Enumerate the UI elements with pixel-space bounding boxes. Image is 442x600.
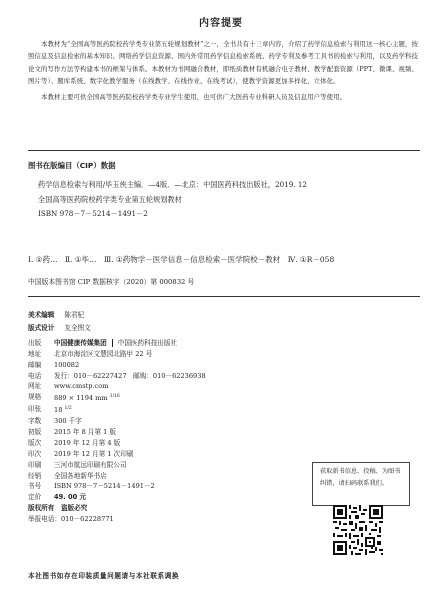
pub-first-edition: 初版 2015 年 8 月第 1 版 (28, 428, 117, 437)
cip-line-title: 药学信息检索与利用/毕玉侠主编．—4版．—北京：中国医药科技出版社，2019. 12 (38, 180, 308, 189)
page-title: 内容提要 (199, 18, 243, 29)
pub-url: 网址 www.cmstp.com (28, 382, 109, 391)
divider-top (28, 150, 420, 151)
pub-price: 定价 49. 00 元 (28, 493, 87, 502)
qr-code-icon[interactable] (333, 505, 383, 555)
pub-printing: 印次 2019 年 12 月第 1 次印刷 (28, 449, 134, 458)
pub-size: 规格 889 × 1194 mm $^{1/16}$ (28, 393, 120, 403)
cip-line-series: 全国高等医药院校药学类专业第五轮规划教材 (38, 194, 182, 204)
abstract-paragraph-2: 本教材主要可供全国高等医药院校药学类专业学生使用，也可供广大医药专业科研人员及信息用户等使用。 (41, 93, 347, 102)
pub-words: 字数 300 千字 (28, 417, 82, 426)
cip-lines (38, 178, 423, 222)
pub-postcode: 邮编 100082 (28, 360, 80, 369)
pub-address: 地址 北京市海淀区文慧园北路甲 22 号 (28, 349, 153, 358)
credit-layout-design: 版式设计 友全图文 (28, 324, 91, 332)
cip-heading: 图书在版编目（CIP）数据 (28, 161, 116, 170)
abstract-paragraph-1: 本教材为“全国高等医药院校药学类专业第五轮规划教材”之一，全书共有十三章内容，介绍了药学信息检索与利用这一核心主题，按照信息及信息检索的基本知识、网络药学信息资源、国内外常用药学信息检索系统、药学专利及参考工具书的检索与利用，以及药学科技论文的写作方法等构建本书的框架与体系。本教材为书网融合教材，即纸质教材有机融合电子教材、教学配套资源（PPT、微课、视频、图片等）、题库系统、数字化教学服务（在线教学、在线作业、在线考试），使教学资源更加多样化、立体化。 (28, 40, 418, 85)
pub-rights: 版权所有 盗版必究 (28, 504, 88, 513)
abstract (28, 38, 418, 107)
pub-publisher: 出版 中国健康传媒集团 中国医药科技出版社 (28, 339, 178, 347)
credit-art-editor: 美术编辑 陈君杞 (28, 311, 85, 319)
pub-isbn: 书号 ISBN 978－7－5214－1491－2 (28, 482, 155, 491)
pub-edition: 版次 2019 年 12 月第 4 版 (28, 438, 121, 447)
pub-phone: 电话 发行：010－62227427 邮购：010－62236938 (28, 371, 206, 380)
credits (28, 309, 91, 335)
cip-classification: Ⅰ. ①药… Ⅱ. ①毕… Ⅲ. ①药物学－医学信息－信息检索－医学院校－教材 Ⅳ. ①R－058 (28, 255, 335, 264)
qr-caption: 获取新书信息、投稿、为图书纠错，请扫码联系我们。 (320, 468, 401, 487)
pub-printer: 印刷 三河市航远印刷有限公司 (28, 460, 127, 469)
cip-line-isbn: ISBN 978－7－5214－1491－2 (38, 209, 148, 219)
cip-library-note: 中国版本图书馆 CIP 数据核字（2020）第 000832 号 (28, 278, 195, 286)
pub-distributor: 经销 全国各地新华书店 (28, 471, 107, 480)
pub-print-sheets: 印张 18 $^{1/2}$ (28, 405, 72, 415)
footer-notice: 本社图书如存在印装质量问题请与本社联系调换 (28, 572, 180, 580)
divider-middle (28, 296, 420, 297)
pub-report-phone: 举报电话：010－62228771 (28, 514, 114, 523)
publication-info (28, 338, 298, 525)
